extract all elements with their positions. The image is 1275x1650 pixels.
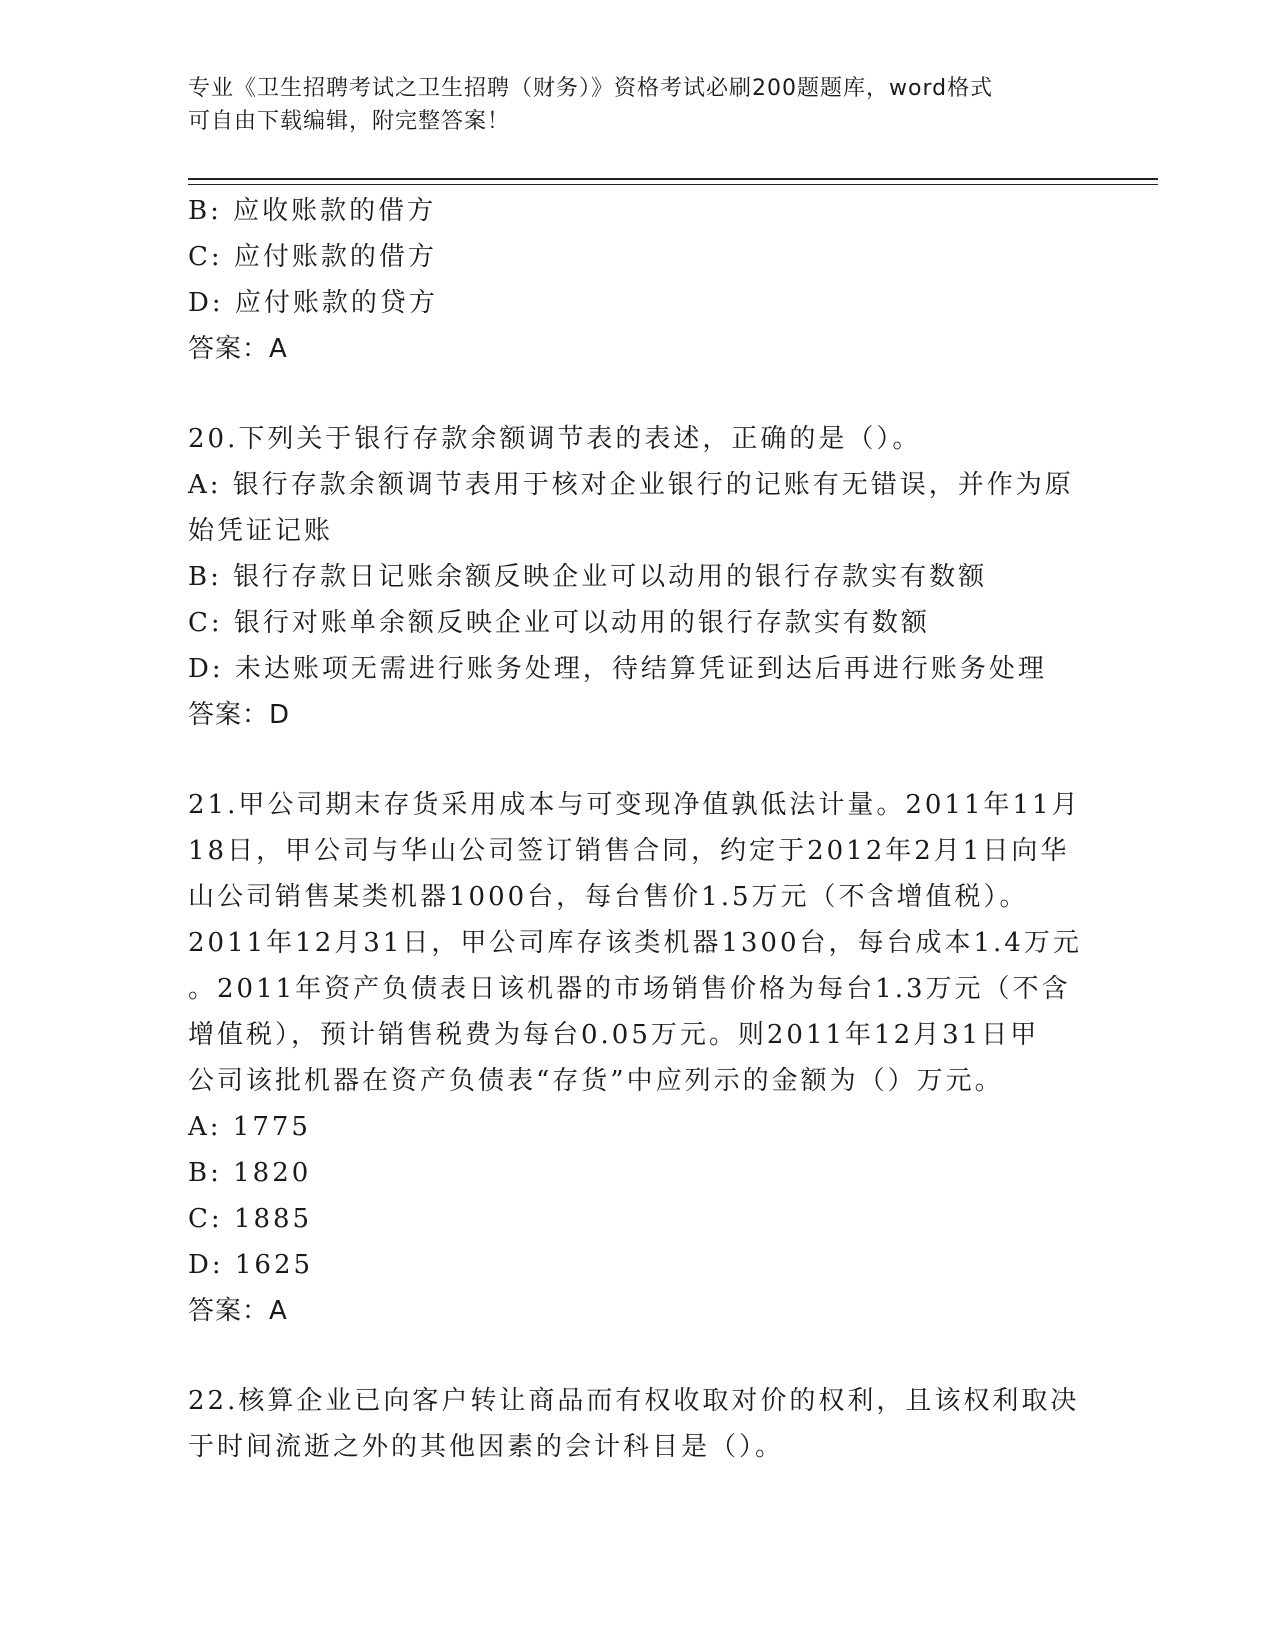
question-stem-line: 21.甲公司期末存货采用成本与可变现净值孰低法计量。2011年11月 xyxy=(188,790,1081,820)
question-22 xyxy=(188,1378,1088,1470)
answer-line: 答案：D xyxy=(188,700,291,730)
option-c: C: 银行对账单余额反映企业可以动用的银行存款实有数额 xyxy=(188,608,930,638)
question-spacer xyxy=(188,738,1088,782)
question-stem-line: 增值税），预计销售税费为每台0.05万元。则2011年12月31日甲 xyxy=(188,1020,1040,1050)
option-a: A: 银行存款余额调节表用于核对企业银行的记账有无错误，并作为原 xyxy=(188,470,1074,500)
question-stem-line: 22.核算企业已向客户转让商品而有权收取对价的权利，且该权利取决 xyxy=(188,1386,1080,1416)
answer-line: 答案：A xyxy=(188,1296,288,1326)
question-20 xyxy=(188,416,1088,738)
header-line-2: 可自由下载编辑，附完整答案！ xyxy=(188,109,511,134)
option-c: C: 应付账款的借方 xyxy=(188,242,437,272)
option-a: A: 1775 xyxy=(188,1112,311,1142)
option-d: D: 1625 xyxy=(188,1250,314,1280)
question-stem-line: 2011年12月31日，甲公司库存该类机器1300台，每台成本1.4万元 xyxy=(188,928,1082,958)
answer-line: 答案：A xyxy=(188,334,288,364)
option-a-continued: 始凭证记账 xyxy=(188,516,334,546)
option-b: B: 1820 xyxy=(188,1158,312,1188)
page-header xyxy=(188,72,1088,138)
question-content xyxy=(188,188,1088,1470)
header-divider-thick xyxy=(188,178,1158,180)
question-spacer xyxy=(188,1334,1088,1378)
question-stem: 20.下列关于银行存款余额调节表的表述，正确的是（）。 xyxy=(188,424,922,454)
option-b: B: 应收账款的借方 xyxy=(188,196,437,226)
header-line-1: 专业《卫生招聘考试之卫生招聘（财务）》资格考试必刷200题题库，word格式 xyxy=(188,76,994,101)
option-b: B: 银行存款日记账余额反映企业可以动用的银行存款实有数额 xyxy=(188,562,988,592)
question-stem-line: 于时间流逝之外的其他因素的会计科目是（）。 xyxy=(188,1432,785,1462)
question-stem-line: 山公司销售某类机器1000台，每台售价1.5万元（不含增值税）。 xyxy=(188,882,1029,912)
question-21 xyxy=(188,782,1088,1334)
question-stem-line: 公司该批机器在资产负债表“存货”中应列示的金额为（）万元。 xyxy=(188,1066,1004,1096)
option-d: D: 应付账款的贷方 xyxy=(188,288,438,318)
option-c: C: 1885 xyxy=(188,1204,313,1234)
question-stem-line: 18日，甲公司与华山公司签订销售合同，约定于2012年2月1日向华 xyxy=(188,836,1070,866)
header-divider-thin xyxy=(188,184,1158,185)
question-stem-line: 。2011年资产负债表日该机器的市场销售价格为每台1.3万元（不含 xyxy=(188,974,1071,1004)
question-19 xyxy=(188,188,1088,372)
option-d: D: 未达账项无需进行账务处理，待结算凭证到达后再进行账务处理 xyxy=(188,654,1047,684)
question-spacer xyxy=(188,372,1088,416)
